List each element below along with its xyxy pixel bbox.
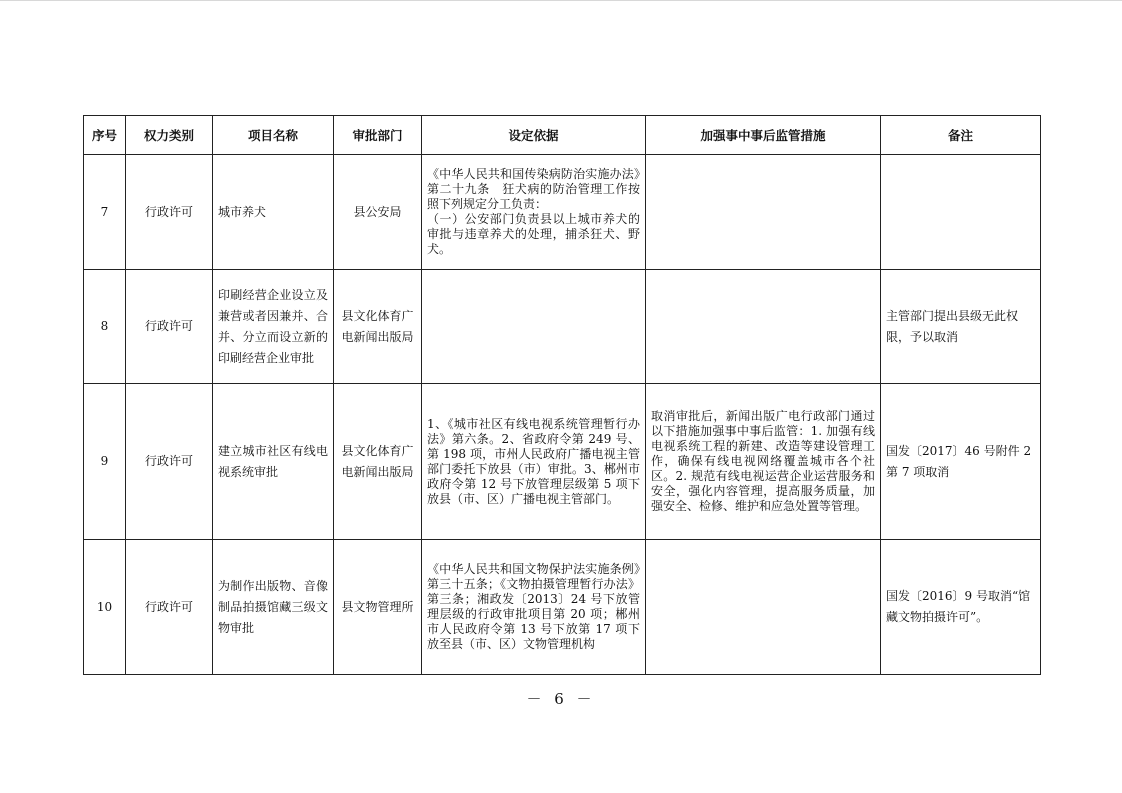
cell-legal-basis: 《中华人民共和国传染病防治实施办法》第二十九条 狂犬病的防治管理工作按照下列规定分工负责： （一）公安部门负责县以上城市养犬的审批与违章养犬的处理，捕杀狂犬、野犬。 <box>422 155 646 270</box>
header-category: 权力类别 <box>126 116 213 155</box>
cell-approving-dept: 县公安局 <box>334 155 422 270</box>
table-row <box>84 270 1041 384</box>
cell-remarks <box>881 155 1041 270</box>
cell-approving-dept: 县文物管理所 <box>334 540 422 675</box>
cell-remarks: 国发〔2016〕9 号取消“馆藏文物拍摄许可”。 <box>881 540 1041 675</box>
cell-approving-dept: 县文化体育广电新闻出版局 <box>334 384 422 540</box>
cell-no: 7 <box>84 155 126 270</box>
table-row <box>84 155 1041 270</box>
cell-no: 8 <box>84 270 126 384</box>
table-row <box>84 540 1041 675</box>
header-legal-basis: 设定依据 <box>422 116 646 155</box>
table-header-row <box>84 116 1041 155</box>
cell-supervision-measures <box>646 540 881 675</box>
cell-remarks: 国发〔2017〕46 号附件 2 第 7 项取消 <box>881 384 1041 540</box>
header-no: 序号 <box>84 116 126 155</box>
cell-legal-basis: 1、《城市社区有线电视系统管理暂行办法》第六条。2、省政府令第 249 号、第 198 项，市州人民政府广播电视主管部门委托下放县（市）审批。3、郴州市政府令第 12 号下放管理层级第 5 项下放县（市、区）广播电视主管部门。 <box>422 384 646 540</box>
cell-approving-dept: 县文化体育广电新闻出版局 <box>334 270 422 384</box>
cell-item-name: 城市养犬 <box>213 155 334 270</box>
cell-supervision-measures <box>646 155 881 270</box>
header-approving-dept: 审批部门 <box>334 116 422 155</box>
cell-remarks: 主管部门提出县级无此权限，予以取消 <box>881 270 1041 384</box>
cell-no: 10 <box>84 540 126 675</box>
cell-item-name: 印刷经营企业设立及兼营或者因兼并、合并、分立而设立新的印刷经营企业审批 <box>213 270 334 384</box>
header-supervision-measures: 加强事中事后监管措施 <box>646 116 881 155</box>
cell-legal-basis <box>422 270 646 384</box>
cell-category: 行政许可 <box>126 540 213 675</box>
header-remarks: 备注 <box>881 116 1041 155</box>
cell-category: 行政许可 <box>126 155 213 270</box>
cell-no: 9 <box>84 384 126 540</box>
cell-category: 行政许可 <box>126 270 213 384</box>
power-list-table <box>83 115 1041 675</box>
cell-supervision-measures: 取消审批后，新闻出版广电行政部门通过以下措施加强事中事后监管：1. 加强有线电视系统工程的新建、改造等建设管理工作，确保有线电视网络覆盖城市各个社区。2. 规范有线电视运营企业运营服务和安全，强化内容管理，提高服务质量，加强安全、检修、维护和应急处置等管理。 <box>646 384 881 540</box>
cell-item-name: 建立城市社区有线电视系统审批 <box>213 384 334 540</box>
page-number: － 6 － <box>526 690 596 708</box>
cell-category: 行政许可 <box>126 384 213 540</box>
header-item-name: 项目名称 <box>213 116 334 155</box>
cell-item-name: 为制作出版物、音像制品拍摄馆藏三级文物审批 <box>213 540 334 675</box>
cell-legal-basis: 《中华人民共和国文物保护法实施条例》第三十五条；《文物拍摄管理暂行办法》第三条；湘政发〔2013〕24 号下放管理层级的行政审批项目第 20 项；郴州市人民政府令第 13 号下放第 17 项下放至县（市、区）文物管理机构 <box>422 540 646 675</box>
page-edge <box>0 0 1122 1</box>
table-row <box>84 384 1041 540</box>
cell-supervision-measures <box>646 270 881 384</box>
